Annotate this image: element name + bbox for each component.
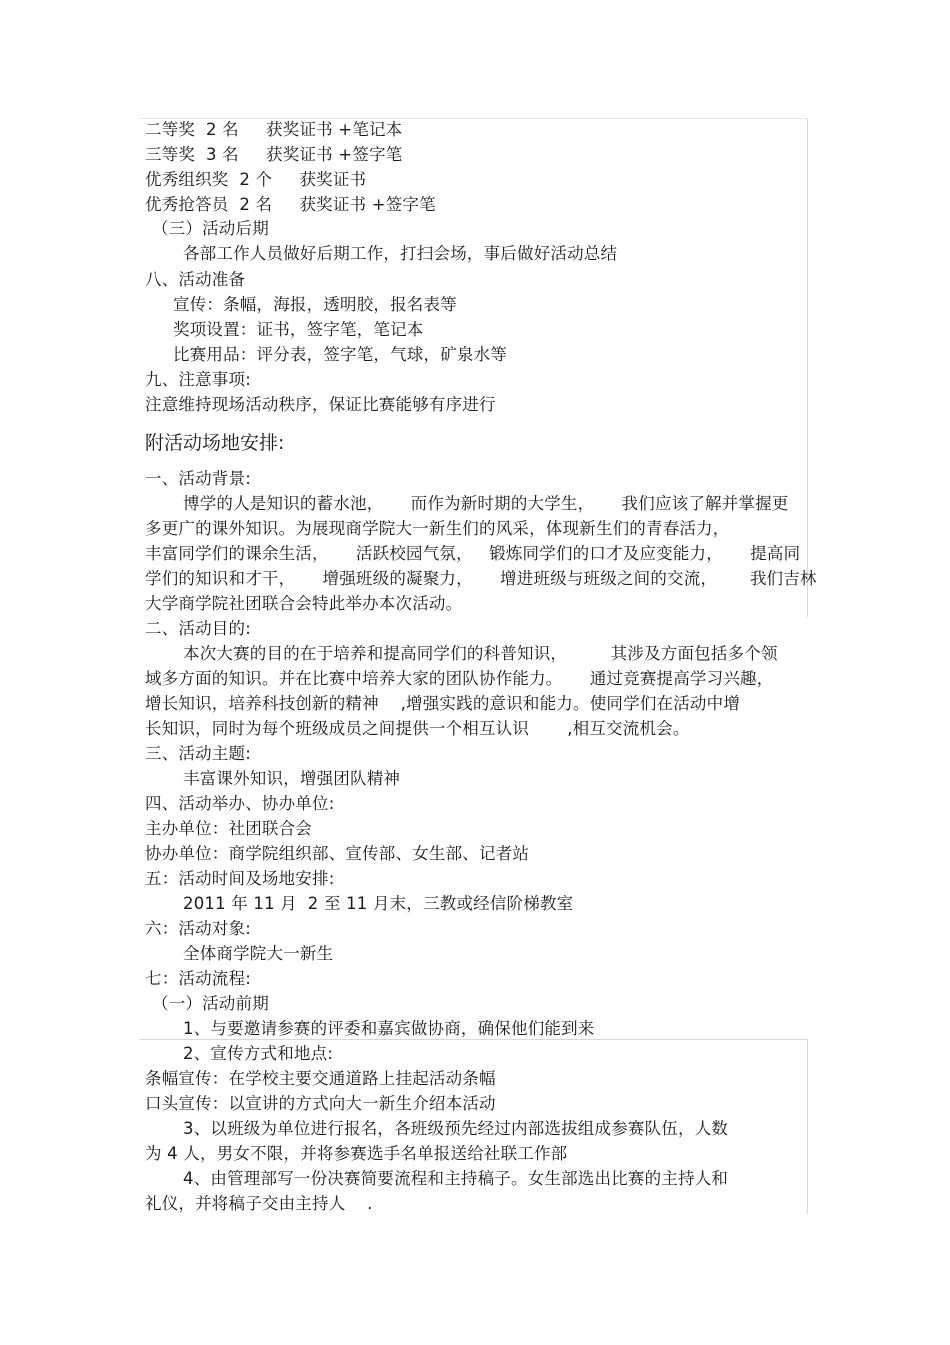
section-six-heading: 六：活动对象: <box>145 919 251 938</box>
post-activity-text: 各部工作人员做好后期工作，打扫会场，事后做好活动总结 <box>183 244 618 263</box>
section-one-heading: 一、活动背景: <box>145 469 251 488</box>
step-3-line-1: 3、以班级为单位进行报名，各班级预先经过内部选拔组成参赛队伍，人数 <box>183 1119 729 1138</box>
background-line-4: 学们的知识和才干， 增强班级的凝聚力， 增进班级与班级之间的交流， 我们吉林 <box>145 569 817 588</box>
purpose-line-2: 域多方面的知识。并在比赛中培养大家的团队协作能力。 通过竞赛提高学习兴趣， <box>145 669 774 688</box>
banner-promotion: 条幅宣传：在学校主要交通道路上挂起活动条幅 <box>145 1069 496 1088</box>
appendix-heading: 附活动场地安排: <box>145 432 285 454</box>
award-answerer: 优秀抢答员 2 名 获奖证书 +签字笔 <box>145 195 436 214</box>
step-1: 1、与要邀请参赛的评委和嘉宾做协商，确保他们能到来 <box>183 1019 595 1038</box>
notes-text: 注意维持现场活动秩序，保证比赛能够有序进行 <box>145 395 496 414</box>
scan-frame-top <box>140 118 808 617</box>
prep-supplies: 比赛用品：评分表，签字笔，气球，矿泉水等 <box>173 345 507 364</box>
prep-awards: 奖项设置：证书，签字笔，笔记本 <box>173 320 424 339</box>
section-post-activity: （三）活动后期 <box>152 219 269 238</box>
host-unit: 主办单位：社团联合会 <box>145 819 312 838</box>
co-host-units: 协办单位：商学院组织部、宣传部、女生部、记者站 <box>145 844 530 863</box>
time-venue-text: 2011 年 11 月 2 至 11 月末，三教或经信阶梯教室 <box>183 894 574 913</box>
section-eight-heading: 八、活动准备 <box>145 270 246 289</box>
purpose-line-4: 长知识，同时为每个班级成员之间提供一个相互认识 ,相互交流机会。 <box>145 719 690 738</box>
step-3-line-2: 为 4 人，男女不限，并将参赛选手名单报送给社联工作部 <box>145 1144 568 1163</box>
award-organization: 优秀组织奖 2 个 获奖证书 <box>145 170 367 189</box>
background-line-3: 丰富同学们的课余生活， 活跃校园气氛， 锻炼同学们的口才及应变能力， 提高同 <box>145 544 801 563</box>
step-2: 2、宣传方式和地点: <box>183 1044 334 1063</box>
purpose-line-3: 增长知识，培养科技创新的精神 ,增强实践的意识和能力。使同学们在活动中增 <box>145 694 741 713</box>
background-line-2: 多更广的课外知识。为展现商学院大一新生们的风采，体现新生们的青春活力， <box>145 519 730 538</box>
step-4-line-2: 礼仪，并将稿子交由主持人 . <box>145 1194 373 1213</box>
section-five-heading: 五：活动时间及场地安排: <box>145 869 335 888</box>
section-pre-activity: （一）活动前期 <box>152 994 269 1013</box>
award-second: 二等奖 2 名 获奖证书 +笔记本 <box>145 120 403 139</box>
award-third: 三等奖 3 名 获奖证书 +签字笔 <box>145 145 403 164</box>
prep-promotion: 宣传：条幅，海报，透明胶，报名表等 <box>173 295 457 314</box>
section-three-heading: 三、活动主题: <box>145 744 251 763</box>
section-two-heading: 二、活动目的: <box>145 619 251 638</box>
background-line-1: 博学的人是知识的蓄水池， 而作为新时期的大学生， 我们应该了解并掌握更 <box>183 494 789 513</box>
step-4-line-1: 4、由管理部写一份决赛简要流程和主持稿子。女生部选出比赛的主持人和 <box>183 1169 729 1188</box>
background-line-5: 大学商学院社团联合会特此举办本次活动。 <box>145 594 463 613</box>
audience-text: 全体商学院大一新生 <box>183 944 334 963</box>
section-seven-heading: 七：活动流程: <box>145 969 251 988</box>
theme-text: 丰富课外知识，增强团队精神 <box>183 769 401 788</box>
purpose-line-1: 本次大赛的目的在于培养和提高同学们的科普知识， 其涉及方面包括多个领 <box>183 644 778 663</box>
verbal-promotion: 口头宣传：以宣讲的方式向大一新生介绍本活动 <box>145 1094 496 1113</box>
section-nine-heading: 九、注意事项: <box>145 370 251 389</box>
section-four-heading: 四、活动举办、协办单位: <box>145 794 335 813</box>
